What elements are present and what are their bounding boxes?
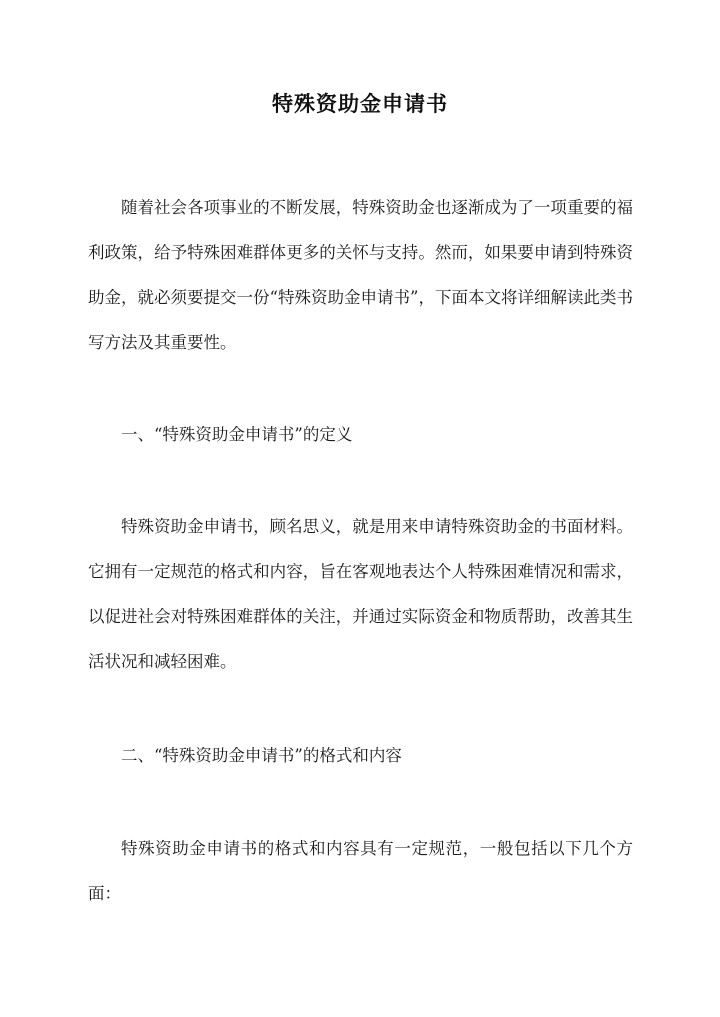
section-heading-definition: 一、“特殊资助金申请书”的定义 [121, 425, 353, 444]
section-heading-format: 二、“特殊资助金申请书”的格式和内容 [121, 746, 402, 765]
definition-paragraph: 特殊资助金申请书，顾名思义，就是用来申请特殊资助金的书面材料。它拥有一定规范的格式和内容，旨在客观地表达个人特殊困难情况和需求，以促进社会对特殊困难群体的关注，并通过实际资金和物质帮助，改善其生活状况和减轻困难。 [88, 517, 633, 671]
intro-paragraph: 随着社会各项事业的不断发展，特殊资助金也逐渐成为了一项重要的福利政策，给予特殊困难群体更多的关怀与支持。然而，如果要申请到特殊资助金，就必须要提交一份“特殊资助金申请书”，下面本文将详细解读此类书写方法及其重要性。 [88, 198, 633, 352]
format-paragraph: 特殊资助金申请书的格式和内容具有一定规范，一般包括以下几个方面： [88, 839, 633, 903]
page-title: 特殊资助金申请书 [272, 91, 448, 116]
